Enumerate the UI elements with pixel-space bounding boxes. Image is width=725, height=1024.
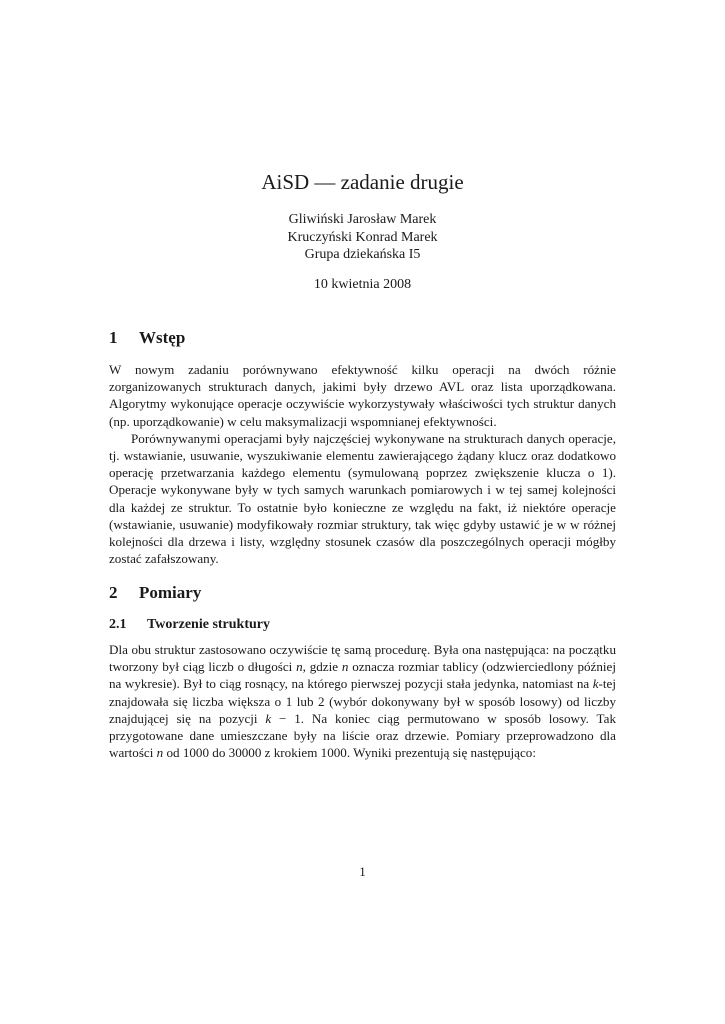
author-2: Kruczyński Konrad Marek (287, 230, 438, 245)
page-number: 1 (359, 864, 366, 879)
paragraph: Porównywanymi operacjami były najczęściej wykonywane na strukturach danych operacje, tj. wstawianie, usuwanie, wyszukiwanie elementu zawierającego żądany klucz oraz dodatkowo operację przetwarzania każdego elementu (symulowaną poprzez zwiększenie klucza o 1). Operacje wykonywane były w tych samych warunkach pomiarowych i w tej samej kolejności dla każdej ze struktur. To ostatnie było konieczne ze względu na fakt, iż niektóre operacje (wstawianie, usuwanie) modyfikowały rozmiar struktury, tak więc gdyby ustawić je w w różnej kolejności dla drzewa i listy, względny stosunek czasów dla poszczególnych operacji mógłby zostać zafałszowany. (109, 430, 616, 567)
document-date: 10 kwietnia 2008 (313, 277, 412, 292)
paragraph (109, 641, 616, 761)
section-title: Pomiary (139, 583, 202, 602)
math-var: n (156, 745, 164, 761)
subsection-number: 2.1 (109, 617, 127, 632)
text-run: od 1000 do 30000 z krokiem 1000. Wyniki prezentują się następująco: (163, 745, 536, 761)
section-heading-measurements (109, 583, 201, 603)
math-var: n (296, 659, 303, 675)
section-title: Wstęp (139, 328, 186, 347)
intro-body (109, 361, 616, 567)
text-run: − 1. Na koniec ciąg permutowano w sposób losowy. Tak przygotowane dane umieszczane były na liście oraz drzewie. Pomiary przeprowadzono dla wartości (109, 710, 616, 761)
document-title: AiSD — zadanie drugie (261, 170, 464, 194)
group-label: Grupa dziekańska I5 (304, 247, 421, 262)
math-var: k (265, 710, 272, 726)
author-1: Gliwiński Jarosław Marek (288, 212, 437, 227)
text-run: , gdzie (302, 659, 342, 675)
text-run: -tej znajdowała się liczba większa o 1 lub 2 (wybór dokonywany był w sposób losowy) od liczby znajdującej się na pozycji (109, 676, 616, 726)
paragraph: W nowym zadaniu porównywano efektywność kilku operacji na dwóch różnie zorganizowanych strukturach danych, jakimi były drzewo AVL oraz lista uporządkowana. Algorytmy wykonujące operacje oczywiście wykorzystywały właściwości tych struktur danych (np. uporządkowanie) w celu maksymalizacji wspomnianej efektywności. (109, 362, 616, 429)
math-var: n (341, 659, 349, 675)
structure-body (109, 641, 616, 761)
text-run: Dla obu struktur zastosowano oczywiście tę samą procedurę. Była ona następująca: na początku tworzony był ciąg liczb o długości (109, 642, 616, 675)
section-number: 1 (109, 328, 118, 347)
section-number: 2 (109, 583, 118, 602)
math-var: k (592, 676, 599, 692)
subsection-title: Tworzenie struktury (147, 617, 270, 632)
text-run: oznacza rozmiar tablicy (odzwierciedlony później na wykresie). Był to ciąg rosnący, na którego pierwszej pozycji stała jedynka, natomiast na (109, 659, 616, 692)
subsection-heading (109, 617, 270, 633)
section-heading-intro (109, 328, 185, 348)
